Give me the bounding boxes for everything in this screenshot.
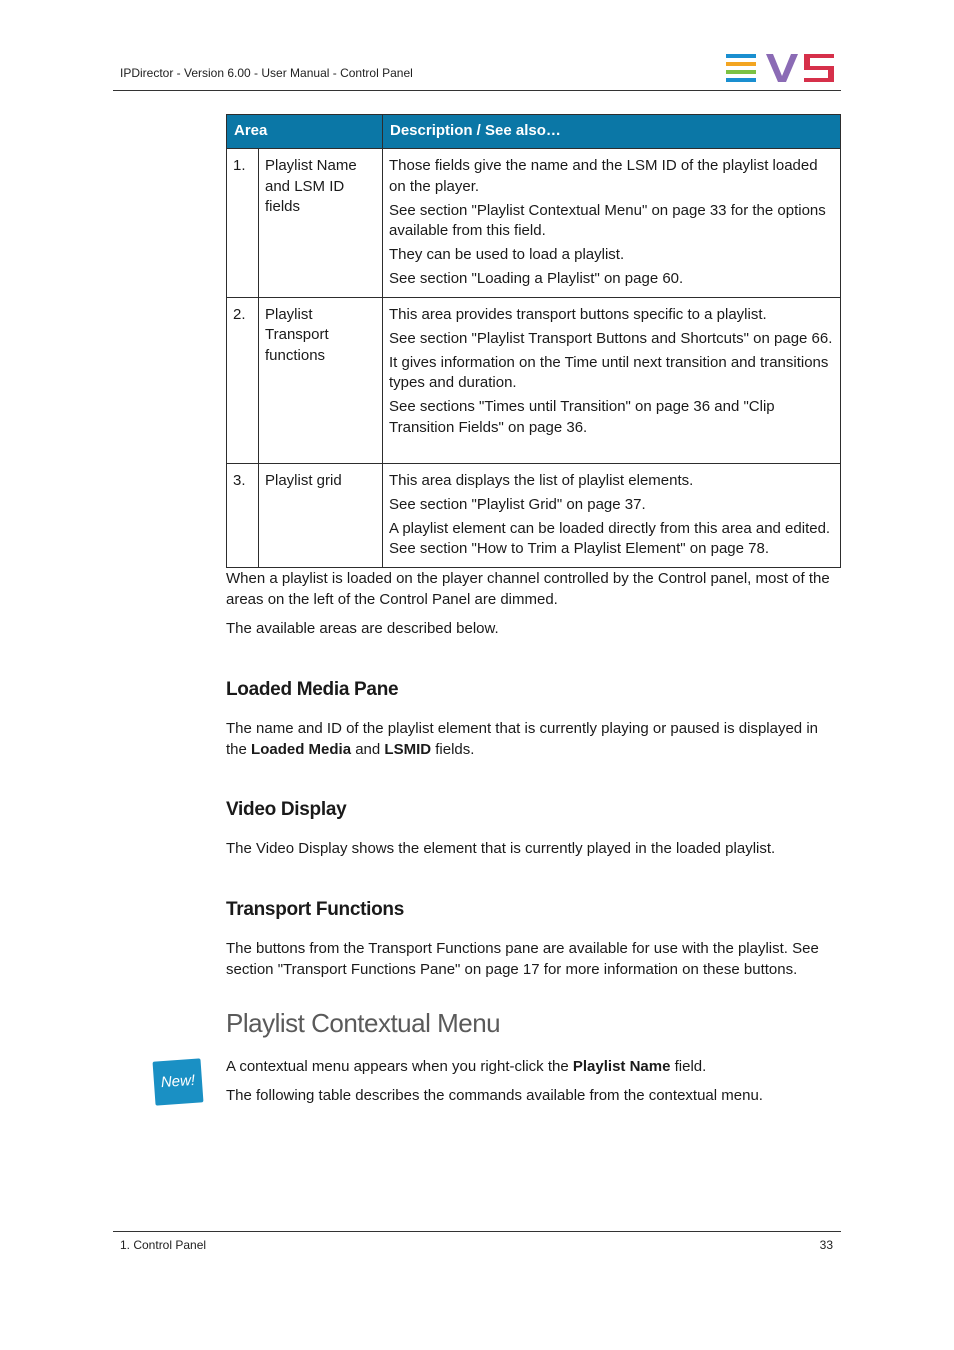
description-line: A playlist element can be loaded directly from this area and edited. See section "How to Trim a Playlist Element" on page 78. — [389, 519, 831, 557]
description-line: See section "Playlist Grid" on page 37. — [389, 495, 646, 513]
row-area-name: Playlist grid — [259, 463, 383, 567]
row-description — [383, 149, 841, 298]
contextual-menu-heading: Playlist Contextual Menu — [226, 1008, 501, 1038]
row-description — [383, 463, 841, 567]
transport-functions-paragraph: The buttons from the Transport Functions pane are available for use with the playlist. See section "Transport Functions Pane" on page 17 for more information on these buttons. — [226, 940, 819, 978]
areas-table — [226, 114, 841, 568]
description-line: This area displays the list of playlist elements. — [389, 471, 694, 489]
row-area-name: Playlist Transport functions — [259, 297, 383, 463]
description-line: See section "Playlist Transport Buttons and Shortcuts" on page 66. — [389, 329, 833, 347]
row-description — [383, 297, 841, 463]
row-area-name: Playlist Name and LSM ID fields — [259, 149, 383, 298]
table-row — [227, 149, 841, 298]
video-display-paragraph: The Video Display shows the element that is currently played in the loaded playlist. — [226, 840, 776, 857]
row-number: 1. — [227, 149, 259, 298]
description-line: See section "Playlist Contextual Menu" on page 33 for the options available from this field. — [389, 201, 826, 239]
commands-table-intro: The following table describes the commands available from the contextual menu. — [226, 1087, 763, 1104]
row-number: 3. — [227, 463, 259, 567]
description-line: See section "Loading a Playlist" on page 60. — [389, 270, 684, 287]
available-areas-paragraph: The available areas are described below. — [226, 620, 499, 637]
evs-logo — [726, 54, 834, 82]
table-header-description: Description / See also… — [383, 115, 841, 149]
footer-divider — [113, 1231, 841, 1232]
table-row — [227, 463, 841, 567]
lsmid-term: LSMID — [384, 740, 432, 758]
table-row — [227, 297, 841, 463]
table-header-area: Area — [227, 115, 383, 149]
footer-section: 1. Control Panel — [120, 1238, 207, 1252]
page-number: 33 — [819, 1238, 833, 1252]
header-divider — [113, 90, 841, 91]
contextual-menu-paragraph: A contextual menu appears when you right-click the Playlist Name field. — [226, 1058, 707, 1075]
playlist-name-term: Playlist Name — [572, 1058, 671, 1075]
description-line: Those fields give the name and the LSM ID of the playlist loaded on the player. — [389, 157, 818, 195]
description-line: This area provides transport buttons specific to a playlist. — [389, 305, 767, 323]
description-line: It gives information on the Time until next transition and transitions types and duration. — [389, 353, 829, 391]
loaded-media-paragraph: The name and ID of the playlist element that is currently playing or paused is displayed in the Loaded Media and LSMID fields. — [226, 720, 818, 758]
row-number: 2. — [227, 297, 259, 463]
loaded-media-term: Loaded Media — [251, 740, 352, 758]
description-line: See sections "Times until Transition" on page 36 and "Clip Transition Fields" on page 36. — [389, 398, 775, 436]
header-title: IPDirector - Version 6.00 - User Manual - Control Panel — [120, 66, 413, 80]
new-badge-icon: New! — [153, 1058, 204, 1105]
video-display-heading: Video Display — [226, 799, 347, 820]
table-header-row — [227, 115, 841, 149]
description-line: They can be used to load a playlist. — [389, 246, 625, 263]
transport-functions-heading: Transport Functions — [226, 899, 404, 920]
loaded-media-heading: Loaded Media Pane — [226, 679, 399, 700]
dimmed-areas-paragraph: When a playlist is loaded on the player channel controlled by the Control panel, most of the areas on the left of the Control Panel are dimmed. — [226, 570, 830, 608]
